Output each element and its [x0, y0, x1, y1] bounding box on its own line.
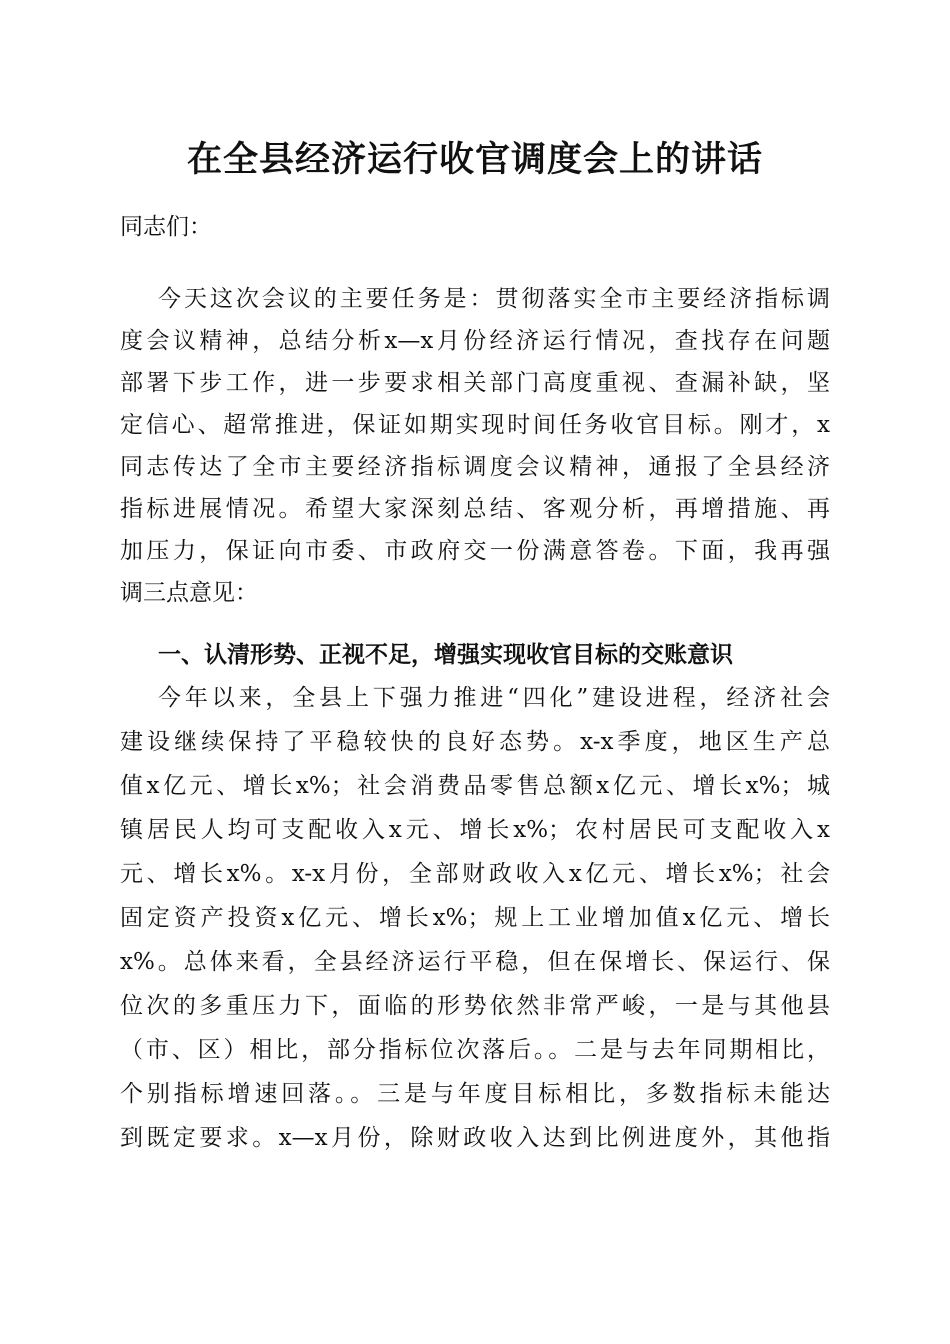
salutation: 同志们： — [120, 214, 212, 240]
paragraph-2-line: 元、增长x%。x-x月份，全部财政收入x亿元、增长x%；社会 — [120, 861, 830, 887]
paragraph-2-line: x%。总体来看，全县经济运行平稳，但在保增长、保运行、保 — [120, 949, 830, 975]
paragraph-1-line: 部署下步工作，进一步要求相关部门高度重视、查漏补缺，坚 — [120, 370, 830, 396]
paragraph-1-line: 定信心、超常推进，保证如期实现时间任务收官目标。刚才，x — [120, 412, 830, 438]
paragraph-2-line: （市、区）相比，部分指标位次落后。。二是与去年同期相比， — [120, 1037, 830, 1063]
paragraph-2-line: 值x亿元、增长x%；社会消费品零售总额x亿元、增长x%；城 — [120, 773, 830, 799]
paragraph-1-line: 今天这次会议的主要任务是：贯彻落实全市主要经济指标调 — [158, 286, 830, 312]
section-1-heading: 一、认清形势、正视不足，增强实现收官目标的交账意识 — [158, 642, 733, 668]
paragraph-2-line: 到既定要求。x—x月份，除财政收入达到比例进度外，其他指 — [120, 1125, 830, 1151]
document-title: 在全县经济运行收官调度会上的讲话 — [186, 140, 763, 180]
paragraph-2-line: 今年以来，全县上下强力推进“四化”建设进程，经济社会 — [158, 685, 830, 711]
paragraph-1-line: 度会议精神，总结分析x—x月份经济运行情况，查找存在问题 — [120, 328, 830, 354]
paragraph-2-line: 位次的多重压力下，面临的形势依然非常严峻，一是与其他县 — [120, 993, 830, 1019]
paragraph-2-line: 固定资产投资x亿元、增长x%；规上工业增加值x亿元、增长 — [120, 905, 830, 931]
paragraph-2-line: 建设继续保持了平稳较快的良好态势。x-x季度，地区生产总 — [120, 729, 830, 755]
paragraph-1-line: 调三点意见： — [120, 580, 258, 606]
paragraph-2-line: 个别指标增速回落。。三是与年度目标相比，多数指标未能达 — [120, 1081, 830, 1107]
paragraph-1-line: 加压力，保证向市委、市政府交一份满意答卷。下面，我再强 — [120, 538, 830, 564]
paragraph-2-line: 镇居民人均可支配收入x元、增长x%；农村居民可支配收入x — [120, 817, 830, 843]
paragraph-1-line: 同志传达了全市主要经济指标调度会议精神，通报了全县经济 — [120, 454, 830, 480]
paragraph-1-line: 指标进展情况。希望大家深刻总结、客观分析，再增措施、再 — [120, 496, 830, 522]
